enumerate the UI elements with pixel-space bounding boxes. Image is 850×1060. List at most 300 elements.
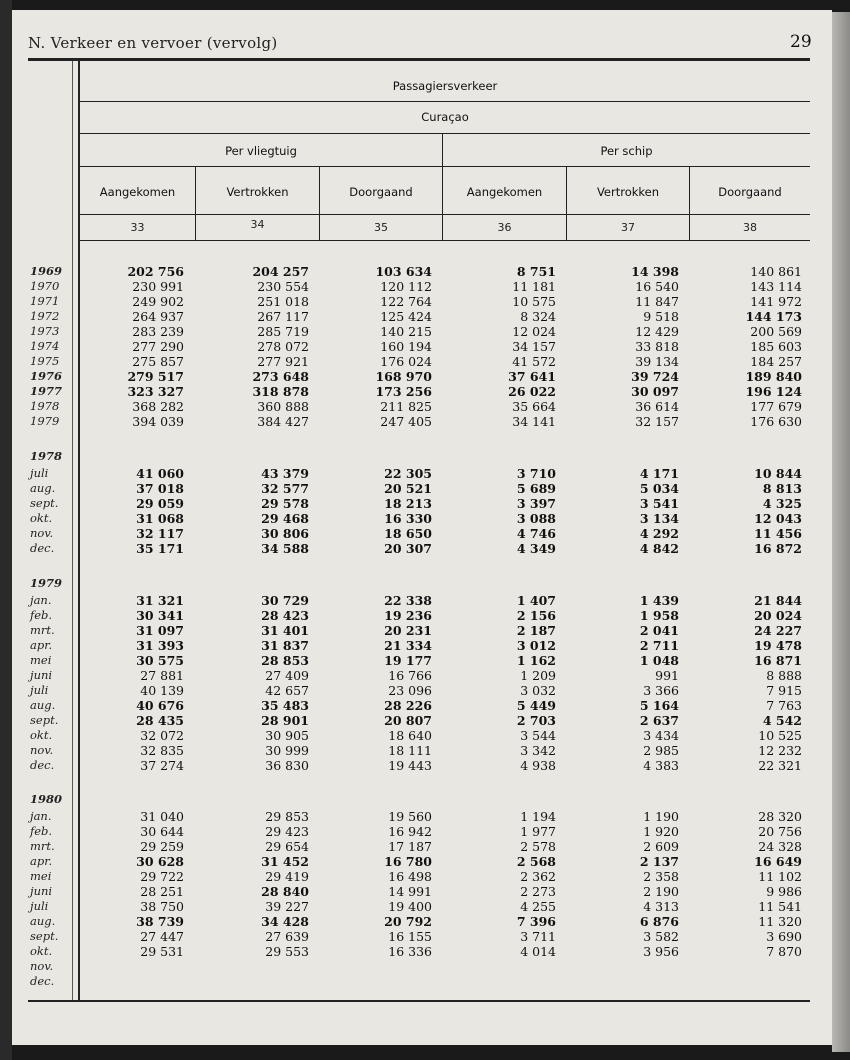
table-cell: 28 226 [384, 698, 432, 713]
table-cell: 38 750 [140, 899, 184, 914]
table-cell: 4 349 [516, 541, 556, 556]
table-cell: 168 970 [375, 369, 432, 384]
table-cell: 2 358 [643, 869, 679, 884]
table-cell: 16 330 [384, 511, 432, 526]
row-label: juli [30, 683, 49, 697]
table-cell: 20 756 [758, 824, 802, 839]
table-cell: 11 102 [758, 869, 802, 884]
row-label: 1978 [30, 399, 60, 413]
row-label: sept. [30, 496, 59, 510]
table-cell: 2 137 [639, 854, 679, 869]
table-cell: 4 171 [639, 466, 679, 481]
row-label: dec. [30, 541, 55, 555]
column-number: 38 [743, 221, 757, 234]
table-cell: 20 792 [384, 914, 432, 929]
table-cell: 4 842 [639, 541, 679, 556]
table-cell: 211 825 [380, 399, 432, 414]
table-cell: 394 039 [132, 414, 184, 429]
table-cell: 4 325 [762, 496, 802, 511]
table-cell: 230 991 [132, 279, 184, 294]
table-cell: 24 227 [754, 623, 802, 638]
stub-divider-thin [72, 61, 73, 1000]
table-cell: 3 956 [643, 944, 679, 959]
table-cell: 31 097 [136, 623, 184, 638]
column-header: Vertrokken [226, 185, 289, 199]
table-cell: 4 255 [520, 899, 556, 914]
table-cell: 31 452 [261, 854, 309, 869]
table-cell: 173 256 [375, 384, 432, 399]
table-cell: 31 068 [136, 511, 184, 526]
table-cell: 27 409 [265, 668, 309, 683]
table-cell: 2 578 [520, 839, 556, 854]
table-cell: 7 396 [516, 914, 556, 929]
header-line-4 [80, 214, 810, 215]
table-cell: 28 853 [261, 653, 309, 668]
table-cell: 24 328 [758, 839, 802, 854]
table-cell: 28 435 [136, 713, 184, 728]
column-number: 34 [250, 218, 265, 231]
table-cell: 16 649 [754, 854, 802, 869]
table-cell: 37 018 [136, 481, 184, 496]
table-cell: 2 041 [639, 623, 679, 638]
table-cell: 23 096 [388, 683, 432, 698]
row-label: aug. [30, 914, 56, 928]
table-cell: 12 429 [635, 324, 679, 339]
table-cell: 12 043 [754, 511, 802, 526]
table-cell: 29 553 [265, 944, 309, 959]
row-label: 1973 [30, 324, 60, 338]
table-cell: 202 756 [127, 264, 184, 279]
table-cell: 3 582 [643, 929, 679, 944]
table-cell: 5 689 [516, 481, 556, 496]
header-line-2 [80, 133, 810, 134]
table-cell: 7 915 [766, 683, 802, 698]
table-cell: 1 407 [516, 593, 556, 608]
table-cell: 3 711 [520, 929, 556, 944]
table-cell: 32 117 [136, 526, 184, 541]
table-cell: 31 321 [136, 593, 184, 608]
table-cell: 26 022 [508, 384, 556, 399]
subgroup-title: Curaçao [421, 110, 469, 124]
table-cell: 283 239 [132, 324, 184, 339]
table-cell: 22 321 [758, 758, 802, 773]
table-cell: 11 847 [635, 294, 679, 309]
table-cell: 3 012 [516, 638, 556, 653]
table-cell: 9 518 [643, 309, 679, 324]
table-cell: 31 401 [261, 623, 309, 638]
table-cell: 37 641 [508, 369, 556, 384]
table-cell: 4 746 [516, 526, 556, 541]
table-cell: 2 568 [516, 854, 556, 869]
table-cell: 264 937 [132, 309, 184, 324]
table-cell: 140 861 [750, 264, 802, 279]
table-cell: 22 338 [384, 593, 432, 608]
table-cell: 14 398 [631, 264, 679, 279]
table-cell: 29 654 [265, 839, 309, 854]
table-cell: 30 628 [136, 854, 184, 869]
table-cell: 29 423 [265, 824, 309, 839]
table-cell: 36 614 [635, 399, 679, 414]
row-label: juli [30, 466, 49, 480]
table-cell: 17 187 [388, 839, 432, 854]
table-cell: 1 920 [643, 824, 679, 839]
table-cell: 318 878 [252, 384, 309, 399]
table-cell: 32 072 [140, 728, 184, 743]
table-cell: 40 139 [140, 683, 184, 698]
table-cell: 120 112 [380, 279, 432, 294]
table-cell: 11 320 [758, 914, 802, 929]
table-cell: 30 806 [261, 526, 309, 541]
table-cell: 3 397 [516, 496, 556, 511]
table-cell: 204 257 [252, 264, 309, 279]
row-label: sept. [30, 713, 59, 727]
table-cell: 18 111 [388, 743, 432, 758]
row-label: okt. [30, 728, 53, 742]
page-title: N. Verkeer en vervoer (vervolg) [28, 34, 278, 52]
table-cell: 19 560 [388, 809, 432, 824]
table-cell: 3 134 [639, 511, 679, 526]
table-cell: 11 541 [758, 899, 802, 914]
row-label: 1976 [30, 369, 63, 383]
row-label: 1974 [30, 339, 60, 353]
table-cell: 2 985 [643, 743, 679, 758]
table-cell: 200 569 [750, 324, 802, 339]
table-cell: 16 872 [754, 541, 802, 556]
table-cell: 36 830 [265, 758, 309, 773]
table-cell: 20 307 [384, 541, 432, 556]
table-cell: 18 213 [384, 496, 432, 511]
table-cell: 32 577 [261, 481, 309, 496]
table-cell: 8 751 [516, 264, 556, 279]
row-label: aug. [30, 698, 56, 712]
table-cell: 285 719 [257, 324, 309, 339]
row-label: mei [30, 869, 52, 883]
section-heading: 1980 [30, 792, 63, 806]
table-cell: 27 881 [140, 668, 184, 683]
table-cell: 21 844 [754, 593, 802, 608]
table-cell: 21 334 [384, 638, 432, 653]
table-cell: 19 236 [384, 608, 432, 623]
table-cell: 29 259 [140, 839, 184, 854]
table-cell: 32 835 [140, 743, 184, 758]
table-cell: 33 818 [635, 339, 679, 354]
table-cell: 176 630 [750, 414, 802, 429]
binding-strip [0, 0, 12, 1060]
table-cell: 30 644 [140, 824, 184, 839]
table-cell: 14 991 [388, 884, 432, 899]
stub-divider [78, 61, 80, 1000]
column-header: Aangekomen [99, 185, 176, 199]
table-cell: 3 434 [643, 728, 679, 743]
table-cell: 1 439 [639, 593, 679, 608]
table-cell: 196 124 [745, 384, 802, 399]
row-label: aug. [30, 481, 56, 495]
row-label: 1970 [30, 279, 60, 293]
row-label: jan. [30, 809, 52, 823]
column-number: 33 [130, 221, 145, 234]
table-cell: 8 813 [762, 481, 802, 496]
table-cell: 22 305 [384, 466, 432, 481]
table-cell: 30 999 [265, 743, 309, 758]
row-label: juni [30, 668, 53, 682]
table-cell: 4 938 [520, 758, 556, 773]
section-heading: 1979 [30, 576, 63, 590]
table-cell: 991 [655, 668, 679, 683]
table-cell: 2 273 [520, 884, 556, 899]
table-cell: 28 901 [261, 713, 309, 728]
table-cell: 41 572 [512, 354, 556, 369]
table-cell: 3 088 [516, 511, 556, 526]
table-cell: 267 117 [257, 309, 309, 324]
table-cell: 278 072 [257, 339, 309, 354]
table-cell: 1 048 [639, 653, 679, 668]
row-label: okt. [30, 511, 53, 525]
row-label: dec. [30, 974, 55, 988]
table-cell: 9 986 [766, 884, 802, 899]
table-cell: 277 290 [132, 339, 184, 354]
table-cell: 1 190 [643, 809, 679, 824]
table-cell: 34 428 [261, 914, 309, 929]
table-cell: 39 724 [631, 369, 679, 384]
table-cell: 18 640 [388, 728, 432, 743]
table-cell: 31 393 [136, 638, 184, 653]
row-label: sept. [30, 929, 59, 943]
table-cell: 30 097 [631, 384, 679, 399]
table-cell: 35 171 [136, 541, 184, 556]
table-cell: 125 424 [380, 309, 432, 324]
page-edge [832, 12, 850, 1052]
table-cell: 189 840 [745, 369, 802, 384]
table-cell: 28 320 [758, 809, 802, 824]
table-cell: 2 190 [643, 884, 679, 899]
table-cell: 122 764 [380, 294, 432, 309]
table-cell: 1 977 [520, 824, 556, 839]
table-cell: 28 423 [261, 608, 309, 623]
row-label: mrt. [30, 623, 55, 637]
column-header: Aangekomen [466, 185, 543, 199]
table-cell: 251 018 [257, 294, 309, 309]
column-number: 37 [621, 221, 635, 234]
table-cell: 19 443 [388, 758, 432, 773]
row-label: 1969 [30, 264, 63, 278]
table-cell: 5 034 [639, 481, 679, 496]
table-cell: 20 521 [384, 481, 432, 496]
table-cell: 8 324 [520, 309, 556, 324]
table-cell: 16 498 [388, 869, 432, 884]
table-cell: 141 972 [750, 294, 802, 309]
table-cell: 3 032 [520, 683, 556, 698]
column-header: Doorgaand [718, 185, 782, 199]
table-cell: 38 739 [136, 914, 184, 929]
table-cell: 2 637 [639, 713, 679, 728]
row-label: apr. [30, 638, 53, 652]
table-cell: 5 164 [639, 698, 679, 713]
table-cell: 2 609 [643, 839, 679, 854]
table-cell: 37 274 [140, 758, 184, 773]
table-cell: 30 575 [136, 653, 184, 668]
top-rule [28, 58, 810, 61]
page-number: 29 [790, 32, 812, 52]
table-cell: 185 603 [750, 339, 802, 354]
table-cell: 20 231 [384, 623, 432, 638]
table-cell: 30 729 [261, 593, 309, 608]
table-cell: 18 650 [384, 526, 432, 541]
table-cell: 4 292 [639, 526, 679, 541]
table-cell: 29 578 [261, 496, 309, 511]
table-cell: 6 876 [639, 914, 679, 929]
table-cell: 184 257 [750, 354, 802, 369]
row-label: 1977 [30, 384, 63, 398]
table-cell: 230 554 [257, 279, 309, 294]
table-cell: 42 657 [265, 683, 309, 698]
table-cell: 35 664 [512, 399, 556, 414]
table-cell: 384 427 [257, 414, 309, 429]
table-cell: 103 634 [375, 264, 432, 279]
table-cell: 29 722 [140, 869, 184, 884]
table-cell: 41 060 [136, 466, 184, 481]
row-label: apr. [30, 854, 53, 868]
table-cell: 3 544 [520, 728, 556, 743]
row-label: 1972 [30, 309, 60, 323]
table-cell: 16 942 [388, 824, 432, 839]
table-cell: 3 366 [643, 683, 679, 698]
table-cell: 3 541 [639, 496, 679, 511]
table-cell: 16 766 [388, 668, 432, 683]
table-cell: 10 525 [758, 728, 802, 743]
row-label: 1971 [30, 294, 60, 308]
column-number: 35 [374, 221, 388, 234]
table-cell: 16 780 [384, 854, 432, 869]
table-cell: 31 040 [140, 809, 184, 824]
table-cell: 32 157 [635, 414, 679, 429]
table-cell: 8 888 [766, 668, 802, 683]
table-cell: 273 648 [252, 369, 309, 384]
row-label: dec. [30, 758, 55, 772]
table-cell: 16 155 [388, 929, 432, 944]
table-cell: 144 173 [745, 309, 802, 324]
table-cell: 368 282 [132, 399, 184, 414]
table-cell: 16 871 [754, 653, 802, 668]
table-cell: 4 383 [643, 758, 679, 773]
table-cell: 1 958 [639, 608, 679, 623]
table-cell: 30 341 [136, 608, 184, 623]
table-cell: 4 313 [643, 899, 679, 914]
table-cell: 19 177 [384, 653, 432, 668]
row-label: nov. [30, 526, 54, 540]
row-label: okt. [30, 944, 53, 958]
table-cell: 249 902 [132, 294, 184, 309]
table-cell: 3 710 [516, 466, 556, 481]
table-cell: 160 194 [380, 339, 432, 354]
table-cell: 323 327 [127, 384, 184, 399]
table-cell: 34 588 [261, 541, 309, 556]
table-cell: 2 362 [520, 869, 556, 884]
table-cell: 19 478 [754, 638, 802, 653]
table-cell: 34 141 [512, 414, 556, 429]
header-line-5 [80, 240, 810, 241]
table-cell: 1 162 [516, 653, 556, 668]
table-cell: 28 840 [261, 884, 309, 899]
table-cell: 27 639 [265, 929, 309, 944]
table-cell: 35 483 [261, 698, 309, 713]
table-cell: 277 921 [257, 354, 309, 369]
table-cell: 7 870 [766, 944, 802, 959]
mode-header-ship: Per schip [600, 144, 653, 158]
table-cell: 176 024 [380, 354, 432, 369]
row-label: 1975 [30, 354, 60, 368]
table-cell: 2 156 [516, 608, 556, 623]
group-title: Passagiersverkeer [392, 79, 498, 93]
table-cell: 39 227 [265, 899, 309, 914]
row-label: feb. [30, 608, 53, 622]
table-cell: 12 024 [512, 324, 556, 339]
table-cell: 12 232 [758, 743, 802, 758]
table-cell: 19 400 [388, 899, 432, 914]
table-cell: 275 857 [132, 354, 184, 369]
table-cell: 279 517 [127, 369, 184, 384]
table-cell: 43 379 [261, 466, 309, 481]
table-cell: 34 157 [512, 339, 556, 354]
row-label: juli [30, 899, 49, 913]
table-cell: 360 888 [257, 399, 309, 414]
table-cell: 16 540 [635, 279, 679, 294]
column-header: Vertrokken [596, 185, 660, 199]
table-cell: 20 807 [384, 713, 432, 728]
table-cell: 31 837 [261, 638, 309, 653]
row-label: 1979 [30, 414, 60, 428]
table-cell: 29 419 [265, 869, 309, 884]
table-cell: 3 342 [520, 743, 556, 758]
row-label: jan. [30, 593, 52, 607]
row-label: feb. [30, 824, 53, 838]
table-cell: 29 059 [136, 496, 184, 511]
table-cell: 1 194 [520, 809, 556, 824]
row-label: juni [30, 884, 53, 898]
table-cell: 177 679 [750, 399, 802, 414]
table-cell: 39 134 [635, 354, 679, 369]
column-number: 36 [497, 221, 512, 234]
table-cell: 40 676 [136, 698, 184, 713]
table-cell: 4 542 [762, 713, 802, 728]
row-label: mrt. [30, 839, 55, 853]
table-cell: 2 711 [639, 638, 679, 653]
table-cell: 11 181 [512, 279, 556, 294]
column-header: Doorgaand [349, 185, 413, 199]
row-label: nov. [30, 959, 54, 973]
table-cell: 5 449 [516, 698, 556, 713]
table-cell: 29 468 [261, 511, 309, 526]
table-cell: 10 844 [754, 466, 802, 481]
table-cell: 143 114 [750, 279, 802, 294]
row-label: mei [30, 653, 52, 667]
table-cell: 3 690 [766, 929, 802, 944]
mode-header-air: Per vliegtuig [225, 144, 297, 158]
table-cell: 20 024 [754, 608, 802, 623]
header-line-3 [80, 166, 810, 167]
section-heading: 1978 [30, 449, 63, 463]
table-cell: 7 763 [766, 698, 802, 713]
table-cell: 2 703 [516, 713, 556, 728]
table-cell: 27 447 [140, 929, 184, 944]
table-cell: 16 336 [388, 944, 432, 959]
table-cell: 2 187 [516, 623, 556, 638]
table-cell: 10 575 [512, 294, 556, 309]
bottom-rule [28, 1000, 810, 1002]
row-label: nov. [30, 743, 54, 757]
table-cell: 11 456 [754, 526, 802, 541]
table-cell: 28 251 [140, 884, 184, 899]
table-cell: 140 215 [380, 324, 432, 339]
